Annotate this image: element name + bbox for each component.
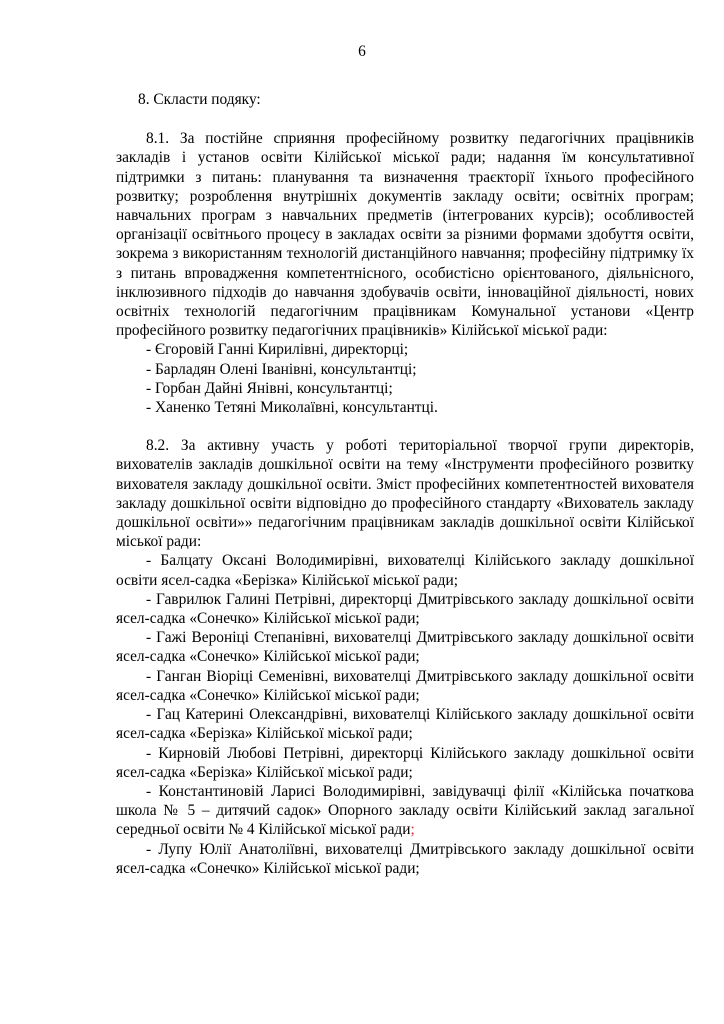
list-item: - Барладян Олені Іванівні, консультантці; <box>146 360 417 378</box>
list-item: - Єгоровій Ганні Кирилівні, директорці; <box>146 341 409 359</box>
list-item: - Гаврилюк Галині Петрівні, директорці Дмитрівського закладу дошкільної освіти ясел-садка «Сонечко» Кілійської міської ради; <box>116 590 694 628</box>
paragraph-8-1: 8.1. За постійне сприяння професійному розвитку педагогічних працівників закладів і установ освіти Кілійської міської ради; надання їм консультативної підтримки з питань: планування та визначення траєкторії їхнього професійного розвитку; розроблення внутрішніх документів закладу освіти; освітніх програм; навчальних програм з навчальних предметів (інтегрованих курсів); особливостей організації освітнього процесу в закладах освіти за різними формами здобуття освіти, зокрема з використанням технологій дистанційного навчання; професійну підтримку їх з питань впровадження компетентнісного, особистісно орієнтованого, діяльнісного, інклюзивного підходів до навчання здобувачів освіти, інноваційної діяльності, нових освітніх технологій педагогічним працівникам Комунальної установи «Центр професійного розвитку педагогічних працівників» Кілійської міської ради: <box>116 130 694 340</box>
section-heading: 8. Скласти подяку: <box>138 91 261 108</box>
list-item: - Балцату Оксані Володимирівні, вихователці Кілійського закладу дошкільної освіти ясел-садка «Берізка» Кілійської міської ради; <box>116 552 694 589</box>
list-item: - Ганган Віоріці Семенівні, вихователці Дмитрівського закладу дошкільної освіти ясел-садка «Сонечко» Кілійської міської ради; <box>116 667 694 704</box>
list-item: - Лупу Юлії Анатоліївні, вихователці Дмитрівського закладу дошкільної освіти ясел-садка «Сонечко» Кілійської міської ради; <box>116 840 694 877</box>
page-number: 6 <box>358 43 366 60</box>
list-item: - Горбан Дайні Янівні, консультантці; <box>146 379 393 397</box>
document-body <box>116 90 694 878</box>
list-item: - Кирновій Любові Петрівні, директорці Кілійського закладу дошкільної освіти ясел-садка «Берізка» Кілійської міської ради; <box>116 744 694 781</box>
highlighted-semicolon: ; <box>410 821 415 839</box>
paragraph-spacer <box>116 417 694 436</box>
list-item <box>116 782 694 840</box>
list-item: - Гажі Вероніці Степанівні, вихователці Дмитрівського закладу дошкільної освіти ясел-садка «Сонечко» Кілійської міської ради; <box>116 629 694 666</box>
list-item-text: - Константиновій Ларисі Володимирівні, завідувачці філії «Кілійська початкова школа № 5 – дитячий садок» Опорного закладу освіти Кілійський заклад загальної середньої освіти № 4 Кілійської міської ради <box>116 782 694 839</box>
paragraph-8-2: 8.2. За активну участь у роботі територіальної творчої групи директорів, вихователів закладів дошкільної освіти на тему «Інструменти професійного розвитку вихователя закладу дошкільної освіти. Зміст професійних компетентностей вихователя закладу дошкільної освіти відповідно до професійного стандарту «Вихователь закладу дошкільної освіти»» педагогічним працівникам закладів дошкільної освіти Кілійської міської ради: <box>116 437 694 551</box>
list-item: - Гац Катерині Олександрівні, вихователці Кілійського закладу дошкільної освіти ясел-садка «Берізка» Кілійської міської ради; <box>116 706 694 743</box>
list-item: - Ханенко Тетяні Миколаївні, консультантці. <box>146 399 438 417</box>
